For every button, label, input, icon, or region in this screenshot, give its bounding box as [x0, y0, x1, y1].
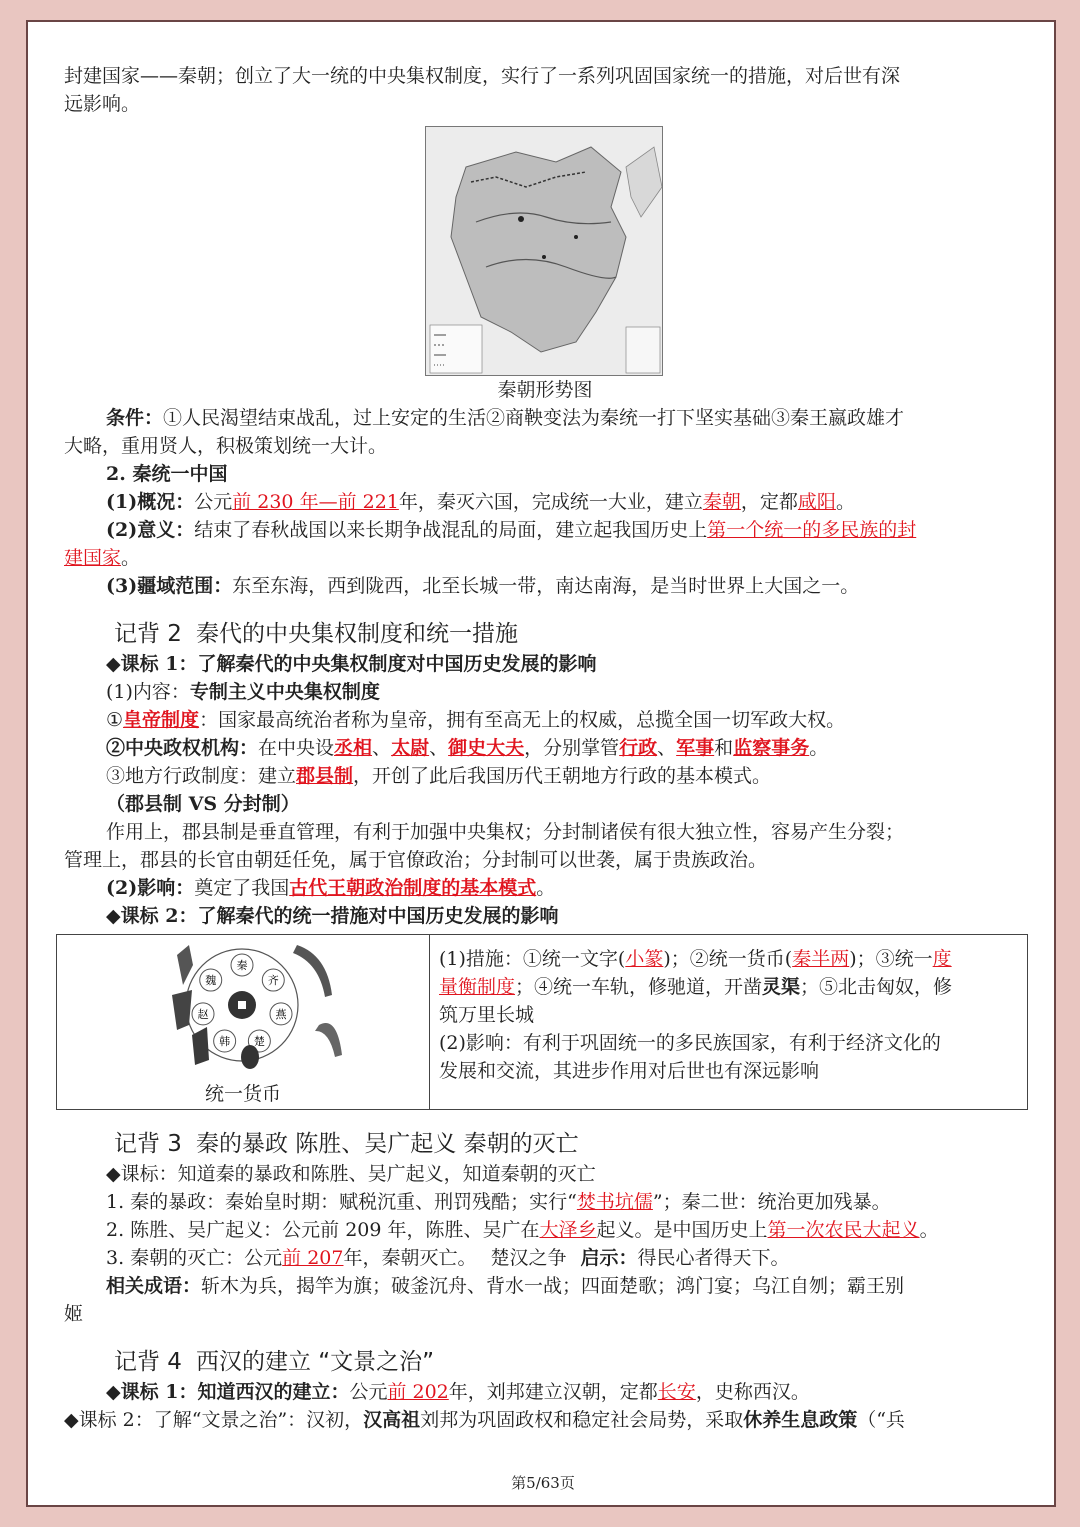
- territory-text: 东至东海，西到陇西，北至长城一带，南达南海，是当时世界上大国之一。: [232, 575, 860, 597]
- sec3-t1-red: 焚书坑儒: [576, 1191, 653, 1213]
- sec3-idioms: [64, 1272, 1026, 1300]
- item1-text: ：国家最高统治者称为皇帝，拥有至高无上的权威，总揽全国一切军政大权。: [199, 709, 846, 731]
- sec3-idioms-label: 相关成语：: [106, 1275, 202, 1297]
- influence-end: 。: [536, 877, 556, 899]
- meaning-red-1: 第一个统一的多民族的封: [707, 519, 917, 541]
- section-3-title: [64, 1128, 1026, 1160]
- item2-red-4: 行政: [619, 737, 658, 759]
- item2-and: 和: [714, 737, 734, 759]
- section-3-heading: 秦的暴政 陈胜、吴广起义 秦朝的灭亡: [195, 1131, 579, 1157]
- sec3-idioms-2: 姬: [64, 1303, 84, 1325]
- sec2-item-2: [64, 734, 1026, 762]
- sec4-standard-1: [64, 1378, 1026, 1406]
- sec2-influence: [64, 874, 1026, 902]
- state-label: 秦: [236, 959, 248, 972]
- intro-line-2: 远影响。: [64, 93, 141, 115]
- measures-table: [56, 934, 1028, 1110]
- sec2-item-3: [64, 762, 1026, 790]
- measures-b: )；②统一货币(: [663, 948, 793, 970]
- conditions-line-1: [64, 404, 1026, 432]
- spade-coin-icon-3: [192, 1027, 209, 1065]
- measures-cell: [439, 945, 1021, 1085]
- section-3-number: 记背 3: [114, 1131, 182, 1157]
- conditions-line-2: 大略，重用贤人，积极策划统一大计。: [64, 435, 388, 457]
- measures-line-4: [439, 1029, 1021, 1057]
- sec2-content: [64, 678, 1026, 706]
- section-2-title: [64, 618, 1026, 650]
- sec4-std1-red-1: 前 202: [387, 1381, 449, 1403]
- sec4-std1-b: 年，刘邦建立汉朝，定都: [448, 1381, 658, 1403]
- unify-meaning-2: [64, 544, 1026, 572]
- state-label: 赵: [197, 1007, 209, 1021]
- sec3-t3-red: 前 207: [282, 1247, 344, 1269]
- sec3-t1-a: 1. 秦的暴政：秦始皇时期：赋税沉重、刑罚残酷；实行“: [106, 1191, 577, 1213]
- section-4-number: 记背 4: [114, 1349, 182, 1375]
- overview-capital: 咸阳: [797, 491, 836, 513]
- sec3-t3-b: 年，秦朝灭亡。: [343, 1247, 477, 1269]
- page-number: 第5/63页: [511, 1474, 575, 1492]
- page-content: [64, 62, 1026, 1434]
- sec3-item-2: [64, 1216, 1026, 1244]
- sec2-standard-2: ◆课标 2：了解秦代的统一措施对中国历史发展的影响: [106, 905, 559, 927]
- influence-label: (2)影响：: [106, 877, 195, 899]
- compare-line-2: 管理上，郡县的长官由朝廷任免，属于官僚政治；分封制可以世袭，属于贵族政治。: [64, 849, 768, 871]
- item3-text-b: ，开创了此后我国历代王朝地方行政的基本模式。: [353, 765, 772, 787]
- sec4-std2-c: 刘邦为巩固政权和稳定社会局势，采取: [420, 1409, 744, 1431]
- meaning-red-2: 建国家: [64, 547, 122, 569]
- sec4-std1-c: ，史称西汉。: [695, 1381, 810, 1403]
- conditions-label: 条件：: [106, 407, 164, 429]
- state-label: 韩: [219, 1035, 231, 1049]
- sec3-t2-a: 2. 陈胜、吴广起义：公元前 209 年，陈胜、吴广在: [106, 1219, 540, 1241]
- meaning-label: (2)意义：: [106, 519, 195, 541]
- item2-red-3: 御史大夫: [448, 737, 525, 759]
- item1-red: 皇帝制度: [123, 709, 200, 731]
- content-text: 专制主义中央集权制度: [189, 681, 380, 703]
- sec4-std2-b: 汉高祖: [363, 1409, 421, 1431]
- knife-coin-icon-2: [315, 1023, 342, 1057]
- spade-coin-icon: [177, 945, 193, 985]
- measures-label: (1)措施：: [439, 948, 523, 970]
- unify-heading: 2. 秦统一中国: [106, 463, 228, 485]
- sec4-std2-e: （“兵: [857, 1409, 905, 1431]
- item2-sep-3: 、: [657, 737, 677, 759]
- coins-cell: [57, 935, 430, 1109]
- item2-sep-1: 、: [372, 737, 392, 759]
- state-label: 楚: [253, 1035, 265, 1049]
- measures-e: ；⑤北击匈奴，修: [800, 976, 953, 998]
- territory-label: (3)疆域范围：: [106, 575, 233, 597]
- meaning-text-a: 结束了春秋战国以来长期争战混乱的局面，建立起我国历史上: [194, 519, 708, 541]
- sec3-t3-c: 楚汉之争: [490, 1247, 567, 1269]
- sec4-std2-d: 休养生息政策: [743, 1409, 858, 1431]
- state-label: 魏: [205, 974, 217, 988]
- measures-inf-1: 有利于巩固统一的多民族国家，有利于经济文化的: [522, 1032, 941, 1054]
- sec4-std1-label: ◆课标 1：知道西汉的建立：: [106, 1381, 350, 1403]
- measures-red-2: 秦半两: [792, 948, 850, 970]
- item2-end: 。: [809, 737, 829, 759]
- compare-line-1: 作用上，郡县制是垂直管理，有利于加强中央集权；分封制诸侯有很大独立性，容易产生分裂；: [106, 821, 905, 843]
- sec3-item-3: [64, 1244, 1026, 1272]
- unify-overview: [64, 488, 1026, 516]
- measures-line-2: [439, 973, 1021, 1001]
- overview-label: (1)概况：: [106, 491, 195, 513]
- measures-line-5: 发展和交流，其进步作用对后世也有深远影响: [439, 1060, 820, 1082]
- item2-red-1: 丞相: [334, 737, 373, 759]
- content-label: (1)内容：: [106, 681, 190, 703]
- spade-coin-icon-2: [172, 990, 192, 1030]
- unify-meaning: [64, 516, 1026, 544]
- influence-text-a: 奠定了我国: [194, 877, 290, 899]
- coins-caption: 统一货币: [204, 1083, 281, 1105]
- sec3-t2-end: 。: [919, 1219, 939, 1241]
- sec3-t3-d-label: 启示：: [580, 1247, 638, 1269]
- conditions-text-1: ①人民渴望结束战乱，过上安定的生活②商鞅变法为秦统一打下坚实基础③秦王嬴政雄才: [163, 407, 905, 429]
- document-page: [26, 20, 1056, 1507]
- measures-a: ①统一文字(: [522, 948, 626, 970]
- compare-title: （郡县制 VS 分封制）: [106, 793, 300, 815]
- item2-red-2: 太尉: [391, 737, 430, 759]
- item2-text-b: ，分别掌管: [524, 737, 620, 759]
- sec3-t3-a: 3. 秦朝的灭亡：公元: [106, 1247, 283, 1269]
- unify-territory: [64, 572, 1026, 600]
- qin-map-svg: [426, 127, 663, 376]
- influence-red: 古代王朝政治制度的基本模式: [289, 877, 537, 899]
- overview-years: 前 230 年—前 221: [232, 491, 399, 513]
- sec3-t1-b: ”；秦二世：统治更加残暴。: [652, 1191, 891, 1213]
- sec2-standard-1: ◆课标 1：了解秦代的中央集权制度对中国历史发展的影响: [106, 653, 597, 675]
- sec4-std1-red-2: 长安: [657, 1381, 696, 1403]
- ant-nose-coin-icon: [241, 1045, 259, 1069]
- item2-sep-2: 、: [429, 737, 449, 759]
- intro-line-1: 封建国家——秦朝；创立了大一统的中央集权制度，实行了一系列巩固国家统一的措施，对后世有深: [64, 65, 901, 87]
- sec3-item-1: [64, 1188, 1026, 1216]
- item3-red: 郡县制: [296, 765, 354, 787]
- item2-text-a: 在中央设: [258, 737, 335, 759]
- measures-red-3b: 量衡制度: [439, 976, 516, 998]
- overview-text-c: ，定都: [740, 491, 798, 513]
- section-4-title: [64, 1346, 1026, 1378]
- item2-label: ②中央政权机构：: [106, 737, 259, 759]
- sec3-t2-red-1: 大泽乡: [539, 1219, 597, 1241]
- measures-lingqu: 灵渠: [762, 976, 801, 998]
- measures-red-3a: 度: [932, 948, 952, 970]
- sec2-item-1: [64, 706, 1026, 734]
- measures-d: ；④统一车轨，修驰道，开凿: [515, 976, 763, 998]
- item1-label: ①: [106, 709, 124, 731]
- measures-line-1: [439, 945, 1021, 973]
- state-label: 齐: [267, 974, 279, 988]
- sec3-idioms-1: 斩木为兵，揭竿为旗；破釜沉舟、背水一战；四面楚歌；鸿门宴；乌江自刎；霸王别: [201, 1275, 905, 1297]
- qin-map-image: [425, 126, 663, 376]
- section-2-number: 记背 2: [114, 621, 182, 647]
- item3-text-a: ③地方行政制度：建立: [106, 765, 297, 787]
- overview-qin: 秦朝: [702, 491, 741, 513]
- measures-inf-label: (2)影响：: [439, 1032, 523, 1054]
- sec3-t3-d: 得民心者得天下。: [637, 1247, 790, 1269]
- map-caption: 秦朝形势图: [497, 379, 593, 401]
- state-label: 燕: [275, 1007, 287, 1021]
- item2-red-6: 监察事务: [733, 737, 810, 759]
- knife-coin-icon: [293, 945, 332, 997]
- item2-red-5: 军事: [676, 737, 715, 759]
- sec3-t2-b: 起义。是中国历史上: [596, 1219, 768, 1241]
- overview-text-b: 年，秦灭六国，完成统一大业，建立: [398, 491, 703, 513]
- sec3-t2-red-2: 第一次农民大起义: [767, 1219, 920, 1241]
- coins-diagram: [57, 935, 429, 1075]
- section-4-heading: 西汉的建立 “文景之治”: [195, 1349, 435, 1375]
- measures-line-3: 筑万里长城: [439, 1004, 535, 1026]
- sec4-std1-a: 公元: [349, 1381, 388, 1403]
- meaning-text-b: 。: [121, 547, 141, 569]
- sec3-standard: ◆课标：知道秦的暴政和陈胜、吴广起义，知道秦朝的灭亡: [106, 1163, 596, 1185]
- qin-map-figure: [425, 126, 665, 404]
- sec4-standard-2: [64, 1406, 1026, 1434]
- overview-text-a: 公元: [194, 491, 233, 513]
- sec4-std2-a: ◆课标 2：了解“文景之治”：汉初，: [64, 1409, 364, 1431]
- measures-c: )；③统一: [849, 948, 933, 970]
- section-2-heading: 秦代的中央集权制度和统一措施: [195, 621, 518, 647]
- overview-text-d: 。: [835, 491, 855, 513]
- measures-red-1: 小篆: [625, 948, 664, 970]
